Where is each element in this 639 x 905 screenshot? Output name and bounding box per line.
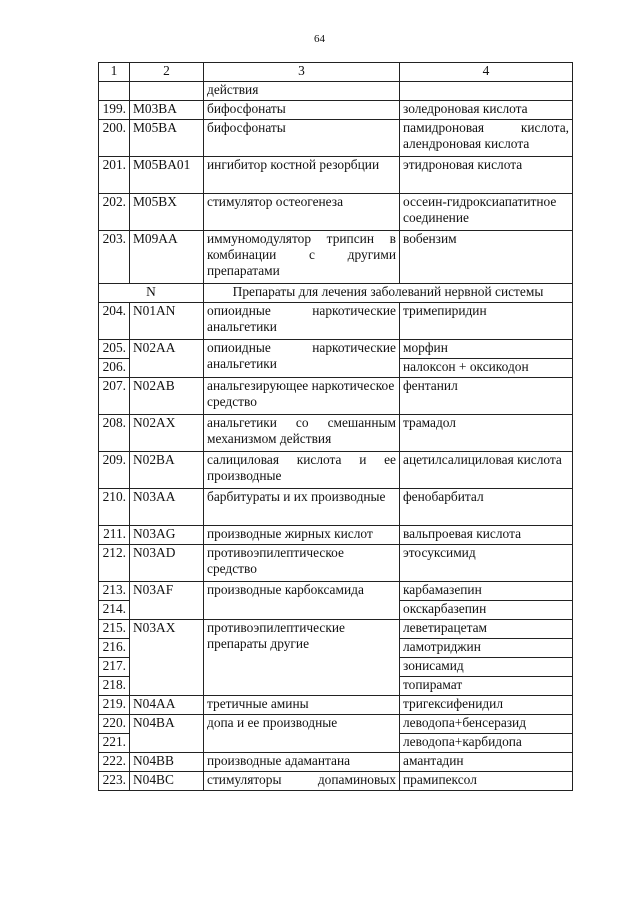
table-row: [99, 101, 573, 120]
row-number: 219.: [99, 696, 130, 715]
drug-cell: тригексифенидил: [400, 696, 573, 715]
drug-cell: амантадин: [400, 753, 573, 772]
table-row: [99, 231, 573, 284]
group-cell: анальгезирующее наркотическое средство: [204, 378, 400, 415]
row-number: 220.: [99, 715, 130, 734]
table-row: [99, 303, 573, 340]
row-number: 201.: [99, 157, 130, 194]
drug-cell: трамадол: [400, 415, 573, 452]
row-number: 206.: [99, 359, 130, 378]
atc-code: N02AB: [130, 378, 204, 415]
row-number: 217.: [99, 658, 130, 677]
table-row: [99, 82, 573, 101]
header-cell: 2: [130, 63, 204, 82]
drug-cell: ламотриджин: [400, 639, 573, 658]
row-number: 218.: [99, 677, 130, 696]
atc-code: M09AA: [130, 231, 204, 284]
row-number: 208.: [99, 415, 130, 452]
drug-cell: ацетилсалициловая кислота: [400, 452, 573, 489]
group-cell: иммуномодулятор трипсин в комбинации с другими препаратами: [204, 231, 400, 284]
drug-cell: налоксон + оксикодон: [400, 359, 573, 378]
table-row: [99, 715, 573, 734]
atc-code: N04AA: [130, 696, 204, 715]
table-row: [99, 526, 573, 545]
drug-cell: вобензим: [400, 231, 573, 284]
group-cell: анальгетики со смешанным механизмом действия: [204, 415, 400, 452]
section-title: Препараты для лечения заболеваний нервной системы: [204, 284, 573, 303]
group-cell: третичные амины: [204, 696, 400, 715]
table-row: [99, 415, 573, 452]
table-row: [99, 452, 573, 489]
header-cell: 3: [204, 63, 400, 82]
row-number: 205.: [99, 340, 130, 359]
atc-code: M05BA01: [130, 157, 204, 194]
drug-cell: этосуксимид: [400, 545, 573, 582]
page-number: 64: [314, 33, 325, 45]
table-row: [99, 157, 573, 194]
row-number: 214.: [99, 601, 130, 620]
group-cell: барбитураты и их производные: [204, 489, 400, 526]
table-row: [99, 545, 573, 582]
row-number: 216.: [99, 639, 130, 658]
group-cell: ингибитор костной резорбции: [204, 157, 400, 194]
drug-cell: памидроновая кислота, алендроновая кислота: [400, 120, 573, 157]
drug-cell: фентанил: [400, 378, 573, 415]
row-number: 199.: [99, 101, 130, 120]
drug-cell: зонисамид: [400, 658, 573, 677]
drug-cell: оссеин-гидроксиапатитное соединение: [400, 194, 573, 231]
drug-cell: окскарбазепин: [400, 601, 573, 620]
group-cell: стимулятор остеогенеза: [204, 194, 400, 231]
group-cell: производные жирных кислот: [204, 526, 400, 545]
row-number: 203.: [99, 231, 130, 284]
group-cell: противоэпилептическое средство: [204, 545, 400, 582]
row-number: 213.: [99, 582, 130, 601]
table-row: [99, 753, 573, 772]
group-cell: опиоидные наркотические анальгетики: [204, 340, 400, 378]
drug-cell: карбамазепин: [400, 582, 573, 601]
atc-code: N02AA: [130, 340, 204, 378]
drug-cell: топирамат: [400, 677, 573, 696]
group-cell: стимуляторы допаминовых: [204, 772, 400, 791]
atc-code: N04BC: [130, 772, 204, 791]
atc-code: N03AA: [130, 489, 204, 526]
row-number: 209.: [99, 452, 130, 489]
table-row: [99, 620, 573, 639]
group-cell: опиоидные наркотические анальгетики: [204, 303, 400, 340]
group-cell: допа и ее производные: [204, 715, 400, 753]
drug-cell: леводопа+карбидопа: [400, 734, 573, 753]
atc-code: N03AD: [130, 545, 204, 582]
drug-cell: фенобарбитал: [400, 489, 573, 526]
row-number: 202.: [99, 194, 130, 231]
atc-code: N02AX: [130, 415, 204, 452]
drug-cell: леводопа+бенсеразид: [400, 715, 573, 734]
row-number: 215.: [99, 620, 130, 639]
table-row: [99, 378, 573, 415]
group-cell: действия: [204, 82, 400, 101]
group-cell: противоэпилептические препараты другие: [204, 620, 400, 696]
atc-code: M05BX: [130, 194, 204, 231]
drug-table: [98, 62, 573, 791]
atc-code: N03AG: [130, 526, 204, 545]
atc-code: N02BA: [130, 452, 204, 489]
atc-code: N01AN: [130, 303, 204, 340]
atc-code: N04BB: [130, 753, 204, 772]
row-number: 210.: [99, 489, 130, 526]
drug-cell: золедроновая кислота: [400, 101, 573, 120]
group-cell: производные адамантана: [204, 753, 400, 772]
row-number: 200.: [99, 120, 130, 157]
atc-code: M03BA: [130, 101, 204, 120]
atc-code: N03AX: [130, 620, 204, 696]
header-cell: 1: [99, 63, 130, 82]
table-row: [99, 489, 573, 526]
group-cell: производные карбоксамида: [204, 582, 400, 620]
drug-cell: этидроновая кислота: [400, 157, 573, 194]
drug-cell: леветирацетам: [400, 620, 573, 639]
header-cell: 4: [400, 63, 573, 82]
drug-cell: морфин: [400, 340, 573, 359]
atc-code: N03AF: [130, 582, 204, 620]
drug-cell: вальпроевая кислота: [400, 526, 573, 545]
group-cell: салициловая кислота и ее производные: [204, 452, 400, 489]
drug-cell: тримепиридин: [400, 303, 573, 340]
table-row: [99, 582, 573, 601]
drug-cell: прамипексол: [400, 772, 573, 791]
row-number: 211.: [99, 526, 130, 545]
row-number: 223.: [99, 772, 130, 791]
atc-code: M05BA: [130, 120, 204, 157]
table-row: [99, 696, 573, 715]
row-number: 204.: [99, 303, 130, 340]
table-row: [99, 340, 573, 359]
table-row: [99, 120, 573, 157]
table-row: [99, 772, 573, 791]
section-code: N: [99, 284, 204, 303]
group-cell: бифосфонаты: [204, 101, 400, 120]
section-row: [99, 284, 573, 303]
atc-code: N04BA: [130, 715, 204, 753]
row-number: 212.: [99, 545, 130, 582]
row-number: 207.: [99, 378, 130, 415]
row-number: 221.: [99, 734, 130, 753]
table-row: [99, 194, 573, 231]
group-cell: бифосфонаты: [204, 120, 400, 157]
header-row: [99, 63, 573, 82]
row-number: 222.: [99, 753, 130, 772]
